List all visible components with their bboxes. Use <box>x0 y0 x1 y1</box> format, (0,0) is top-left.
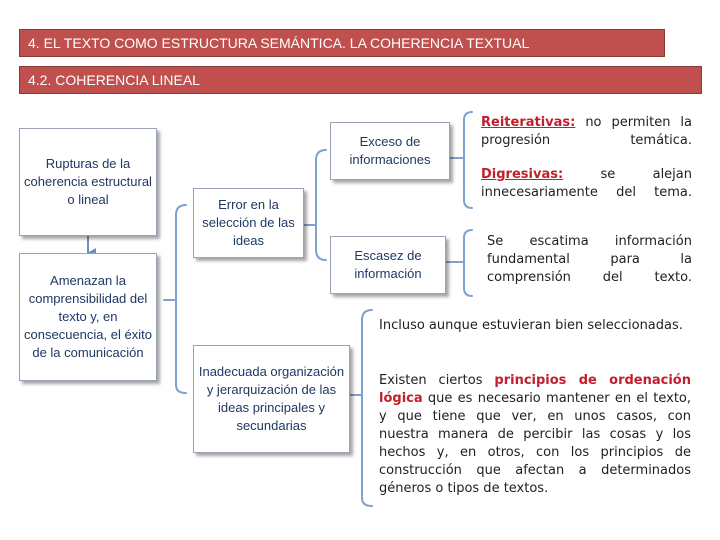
existen-text <box>379 372 691 498</box>
existen-post: que es necesario mantener en el texto, y que tiene que ver, en unos casos, con nuestra manera de percibir las cosas y los hechos y, en otros, con los principios de construcción que afectan a determinados géneros o tipos de textos. <box>379 391 691 496</box>
inadecuada-box <box>193 345 350 453</box>
digresivas-body: se alejan innecesariamente del tema. <box>481 167 692 200</box>
page-title: 4. EL TEXTO COMO ESTRUCTURA SEMÁNTICA. LA COHERENCIA TEXTUAL <box>19 29 665 57</box>
error-box <box>193 188 304 258</box>
existen-pre: Existen ciertos <box>379 373 495 388</box>
bracket-inadecuada <box>362 310 372 506</box>
reiterativas-label: Reiterativas: <box>481 115 576 130</box>
escatima-text: Se escatima información fundamental para la comprensión del texto. <box>487 234 692 285</box>
digresivas-text <box>481 166 692 202</box>
escasez-box <box>330 236 446 294</box>
reiterativas-body: no permiten la progresión temática. <box>481 115 692 148</box>
section-subtitle: 4.2. COHERENCIA LINEAL <box>19 66 702 94</box>
reiterativas-text <box>481 114 692 150</box>
rupturas-text: Rupturas de la coherencia estructural o lineal <box>24 156 152 207</box>
bracket-amenazan <box>176 205 186 393</box>
incluso-text: Incluso aunque estuvieran bien seleccionadas. <box>379 318 683 333</box>
amenazan-box <box>19 253 157 381</box>
rupturas-box <box>19 128 157 236</box>
error-text: Error en la selección de las ideas <box>202 197 295 248</box>
digresivas-label: Digresivas: <box>481 167 564 182</box>
exceso-text: Exceso de informaciones <box>349 134 431 167</box>
bracket-escasez <box>464 230 472 296</box>
existen-highlight: principios de ordenación lógica <box>379 373 691 406</box>
bracket-error <box>316 150 326 260</box>
escasez-text: Escasez de información <box>354 248 422 281</box>
amenazan-text: Amenazan la comprensibilidad del texto y, en consecuencia, el éxito de la comunicación <box>24 273 152 360</box>
exceso-box <box>330 122 450 180</box>
bracket-exceso <box>464 112 472 208</box>
inadecuada-text: Inadecuada organización y jerarquización de las ideas principales y secundarias <box>198 364 345 433</box>
